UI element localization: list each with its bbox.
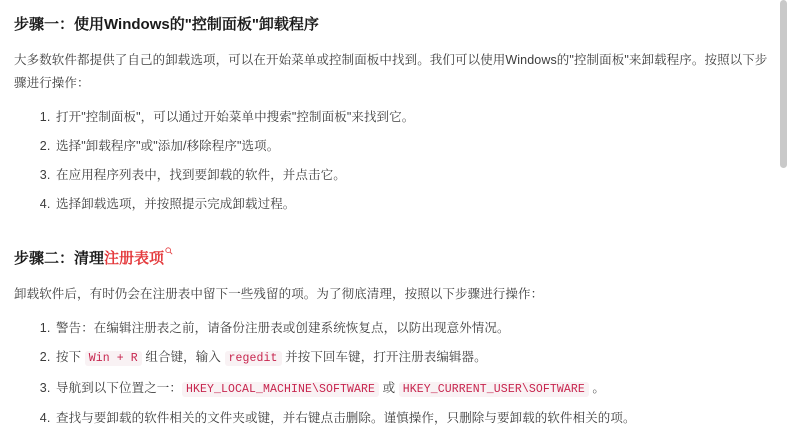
- list-item-text: 导航到以下位置之一：: [56, 380, 183, 395]
- scrollbar-thumb[interactable]: [780, 0, 787, 168]
- list-item: [54, 408, 774, 428]
- section-heading-2: [14, 248, 774, 269]
- search-icon: [165, 247, 173, 255]
- section-steps-1: [14, 107, 774, 214]
- registry-entry-link[interactable]: [104, 250, 173, 267]
- section-heading-1-prefix: 步骤一：: [14, 16, 75, 33]
- code-hkcu-path: HKEY_CURRENT_USER\SOFTWARE: [399, 382, 589, 397]
- list-item: 4. 选择卸载选项，并按照提示完成卸载过程。: [54, 194, 774, 214]
- scrollbar-track[interactable]: [779, 0, 788, 400]
- list-item-text: 查找与要卸载的软件相关的文件夹或键，并右键点击删除。谨慎操作，只删除与要卸载的软件相关的项。: [56, 411, 636, 426]
- list-item-text: 。: [588, 380, 606, 395]
- list-item: 2. 选择"卸载程序"或"添加/移除程序"选项。: [54, 136, 774, 156]
- section-heading-2-text: 清理: [74, 250, 105, 268]
- list-item: [54, 378, 774, 399]
- code-regedit: regedit: [225, 351, 282, 366]
- section-heading-1: [14, 14, 774, 35]
- section-paragraph-2: 卸载软件后，有时仍会在注册表中留下一些残留的项。为了彻底清理，按照以下步骤进行操作：: [14, 287, 544, 302]
- code-win-r: Win + R: [85, 351, 142, 366]
- list-item: 1. 打开"控制面板"，可以通过开始菜单中搜索"控制面板"来找到它。: [54, 107, 774, 127]
- list-item-text: 警告：在编辑注册表之前，请备份注册表或创建系统恢复点，以防出现意外情况。: [56, 321, 510, 336]
- section-paragraph-1: 大多数软件都提供了自己的卸载选项，可以在开始菜单或控制面板中找到。我们可以使用Windows的"控制面板"来卸载程序。按照以下步骤进行操作：: [14, 53, 768, 91]
- registry-entry-link-label: 注册表项: [104, 250, 165, 268]
- list-item-text: 组合键，输入: [141, 350, 225, 365]
- section-heading-1-text: 使用Windows的"控制面板"卸载程序: [74, 16, 319, 33]
- list-item: [54, 347, 774, 368]
- section-steps-2: [14, 318, 774, 428]
- code-hklm-path: HKEY_LOCAL_MACHINE\SOFTWARE: [182, 382, 379, 397]
- list-item-text: 按下: [56, 350, 85, 365]
- list-item-text: 并按下回车键，打开注册表编辑器。: [281, 350, 487, 365]
- list-item: 3. 在应用程序列表中，找到要卸载的软件，并点击它。: [54, 165, 774, 185]
- section-divider-space: [14, 230, 774, 242]
- list-item-text: 或: [379, 380, 399, 395]
- list-item: [54, 318, 774, 338]
- section-heading-2-prefix: 步骤二：: [14, 250, 75, 268]
